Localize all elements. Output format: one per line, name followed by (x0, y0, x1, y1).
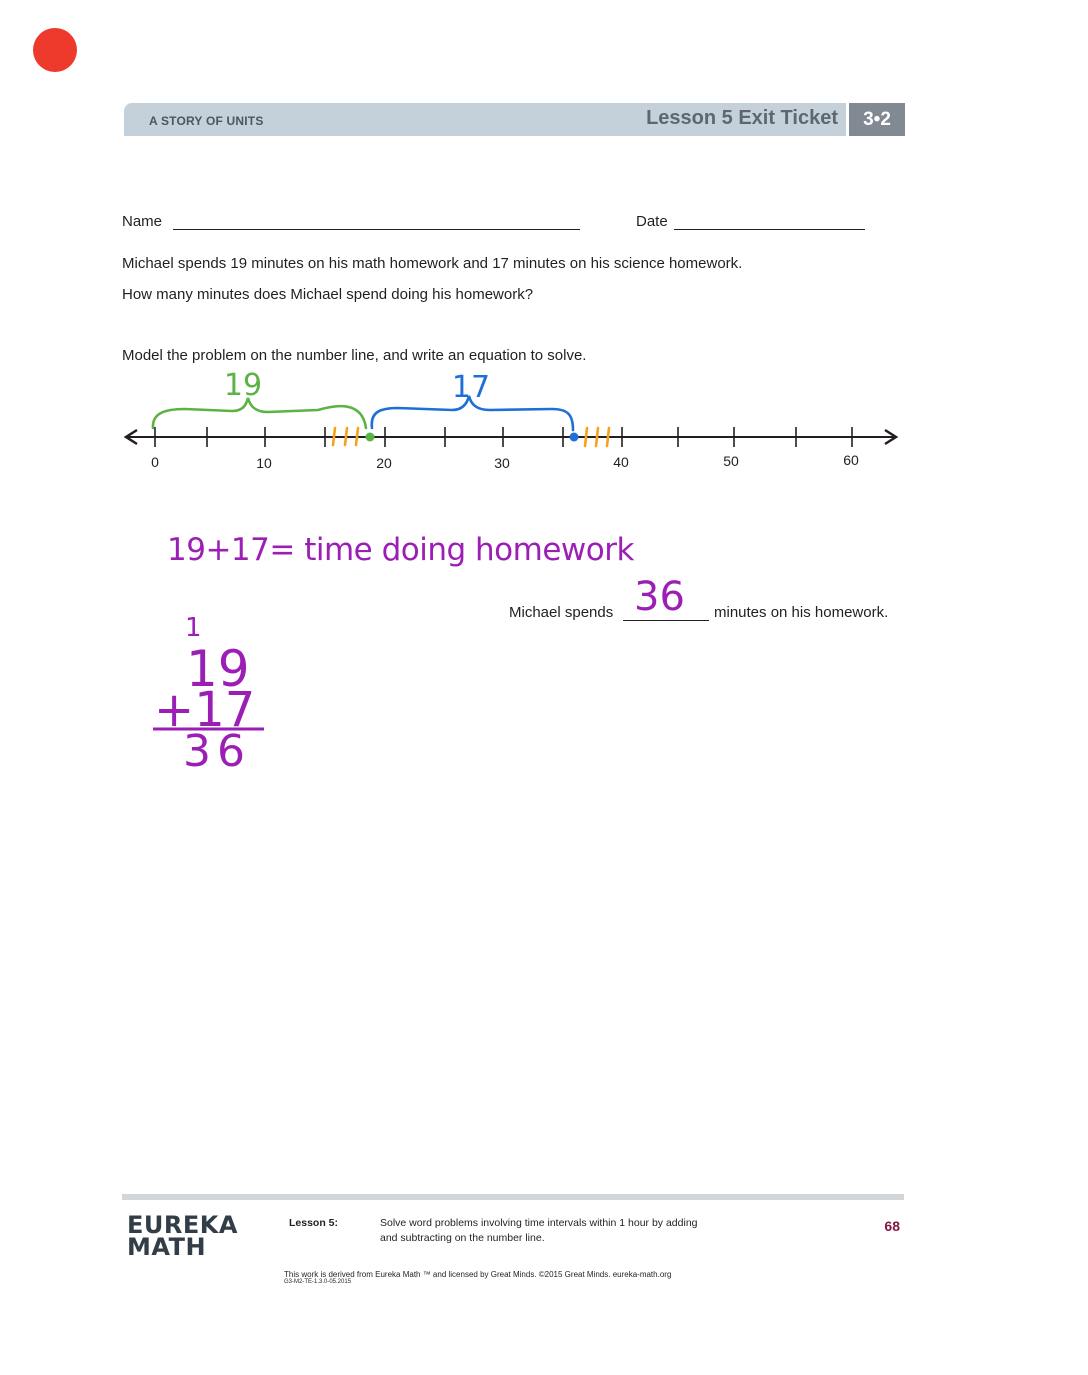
tick-label: 60 (843, 452, 859, 468)
sum-value: 36 (183, 726, 251, 777)
hand-tick (585, 428, 587, 446)
tick-label: 20 (376, 455, 392, 471)
hand-tick (356, 428, 358, 445)
student-work (0, 500, 1088, 800)
tick-label: 40 (613, 454, 629, 470)
addend-2: +17 (154, 682, 256, 738)
logo-line-1: EUREKA (127, 1211, 238, 1239)
license-text: This work is derived from Eureka Math ™ and licensed by Great Minds. ©2015 Great Minds. eureka-math.org (284, 1270, 672, 1279)
bracket-17-label: 17 (451, 370, 491, 405)
point-36 (570, 433, 579, 442)
instruction-text: Model the problem on the number line, and write an equation to solve. (122, 347, 587, 364)
tick-label: 0 (151, 454, 159, 470)
logo-line-2: MATH (127, 1233, 207, 1261)
problem-line-1: Michael spends 19 minutes on his math homework and 17 minutes on his science homework. (122, 255, 743, 272)
tick-label: 50 (723, 453, 739, 469)
page-number: 68 (884, 1218, 900, 1234)
carry-digit: 1 (185, 613, 202, 643)
bracket-19-label: 19 (223, 368, 263, 403)
tick-label: 10 (256, 455, 272, 471)
hand-tick (596, 428, 598, 446)
answer-suffix: minutes on his homework. (714, 604, 889, 621)
handwritten-equation: 19+17= time doing homework (167, 532, 634, 568)
addend-1: 19 (186, 640, 250, 698)
footer-objective-line-2: and subtracting on the number line. (380, 1232, 545, 1244)
answer-field[interactable] (623, 620, 709, 621)
footer-divider (122, 1194, 904, 1200)
hand-tick (607, 428, 609, 446)
point-19 (366, 433, 375, 442)
date-label: Date (636, 213, 668, 230)
tick-label: 30 (494, 455, 510, 471)
answer-value: 36 (634, 574, 685, 620)
footer-objective-line-1: Solve word problems involving time intervals within 1 hour by adding (380, 1217, 698, 1229)
grade-module-badge: 3•2 (849, 103, 905, 136)
eureka-math-logo (127, 1211, 238, 1261)
document-code: G3-M2-TE-1.3.0-05.2015 (284, 1279, 352, 1285)
number-line (0, 0, 1088, 500)
hand-tick (345, 428, 347, 445)
name-label: Name (122, 213, 163, 230)
hand-tick (333, 428, 335, 445)
lesson-title: Lesson 5 Exit Ticket (646, 107, 838, 129)
series-label: A STORY OF UNITS (149, 114, 264, 128)
footer-lesson-label: Lesson 5: (289, 1217, 339, 1229)
problem-line-2: How many minutes does Michael spend doing his homework? (122, 286, 534, 303)
answer-prefix: Michael spends (509, 604, 614, 621)
